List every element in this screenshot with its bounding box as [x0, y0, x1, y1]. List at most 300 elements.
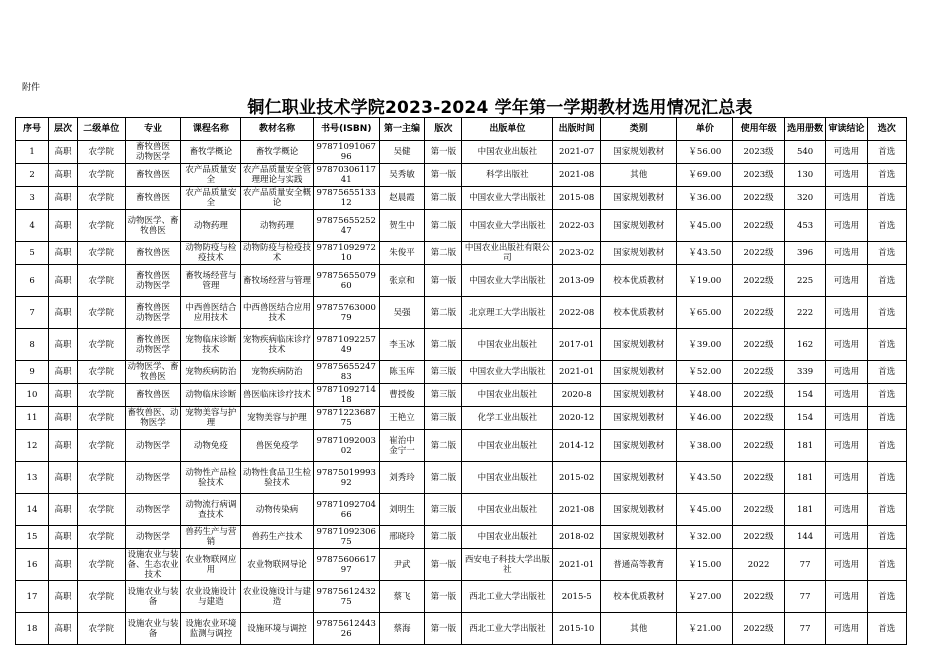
table-row	[16, 526, 907, 549]
cell-level: 高职	[49, 549, 78, 581]
cell-grade: 2022级	[733, 361, 785, 384]
cell-isbn: 9787109225749	[313, 329, 379, 361]
cell-course: 畜牧学概论	[181, 141, 241, 164]
cell-seq: 5	[16, 242, 49, 265]
cell-grade: 2022	[733, 549, 785, 581]
cell-copies: 77	[784, 581, 825, 613]
cell-seq: 2	[16, 164, 49, 187]
cell-choice: 首选	[867, 187, 906, 210]
cell-textbook: 设施环境与调控	[241, 613, 313, 645]
cell-department: 农学院	[78, 526, 126, 549]
cell-department: 农学院	[78, 384, 126, 407]
cell-course: 农产品质量安全	[181, 187, 241, 210]
cell-grade: 2022级	[733, 526, 785, 549]
cell-major: 畜牧兽医 动物医学	[125, 265, 181, 297]
cell-review: 可选用	[826, 407, 867, 430]
cell-price: ￥39.00	[677, 329, 733, 361]
cell-copies: 162	[784, 329, 825, 361]
column-header-isbn: 书号(ISBN)	[313, 118, 379, 141]
cell-publisher: 科学出版社	[462, 164, 553, 187]
cell-seq: 17	[16, 581, 49, 613]
cell-major: 动物医学	[125, 462, 181, 494]
cell-category: 国家规划教材	[600, 329, 676, 361]
cell-major: 畜牧兽医 动物医学	[125, 141, 181, 164]
cell-copies: 453	[784, 210, 825, 242]
cell-grade: 2023级	[733, 141, 785, 164]
cell-choice: 首选	[867, 462, 906, 494]
table-row	[16, 581, 907, 613]
cell-price: ￥56.00	[677, 141, 733, 164]
cell-seq: 10	[16, 384, 49, 407]
cell-textbook: 兽医免疫学	[241, 430, 313, 462]
cell-isbn: 9787561244326	[313, 613, 379, 645]
cell-copies: 339	[784, 361, 825, 384]
cell-level: 高职	[49, 210, 78, 242]
table-row	[16, 265, 907, 297]
cell-copies: 181	[784, 430, 825, 462]
cell-review: 可选用	[826, 210, 867, 242]
cell-choice: 首选	[867, 494, 906, 526]
cell-review: 可选用	[826, 297, 867, 329]
cell-seq: 6	[16, 265, 49, 297]
column-header-pub-date: 出版时间	[553, 118, 601, 141]
cell-textbook: 兽医临床诊疗技术	[241, 384, 313, 407]
cell-seq: 14	[16, 494, 49, 526]
cell-seq: 11	[16, 407, 49, 430]
cell-grade: 2022级	[733, 187, 785, 210]
cell-pub-date: 2021-07	[553, 141, 601, 164]
cell-textbook: 农业设施设计与建造	[241, 581, 313, 613]
cell-pub-date: 2021-01	[553, 549, 601, 581]
cell-category: 国家规划教材	[600, 384, 676, 407]
cell-chief-editor: 朱俊平	[379, 242, 424, 265]
cell-grade: 2022级	[733, 242, 785, 265]
cell-textbook: 宠物疾病临床诊疗技术	[241, 329, 313, 361]
cell-chief-editor: 吴强	[379, 297, 424, 329]
cell-course: 动物性产品检验技术	[181, 462, 241, 494]
cell-pub-date: 2013-09	[553, 265, 601, 297]
cell-publisher: 中国农业出版社	[462, 526, 553, 549]
cell-category: 国家规划教材	[600, 494, 676, 526]
cell-major: 设施农业与装备、生态农业技术	[125, 549, 181, 581]
cell-isbn: 9787109106796	[313, 141, 379, 164]
cell-department: 农学院	[78, 430, 126, 462]
cell-course: 农业设施设计与建造	[181, 581, 241, 613]
column-header-level: 层次	[49, 118, 78, 141]
cell-textbook: 宠物疾病防治	[241, 361, 313, 384]
cell-copies: 320	[784, 187, 825, 210]
cell-copies: 154	[784, 384, 825, 407]
column-header-publisher: 出版单位	[462, 118, 553, 141]
cell-department: 农学院	[78, 613, 126, 645]
cell-category: 国家规划教材	[600, 187, 676, 210]
cell-major: 畜牧兽医、动物医学	[125, 407, 181, 430]
cell-department: 农学院	[78, 164, 126, 187]
cell-department: 农学院	[78, 581, 126, 613]
cell-pub-date: 2020-12	[553, 407, 601, 430]
column-header-seq: 序号	[16, 118, 49, 141]
cell-choice: 首选	[867, 242, 906, 265]
column-header-textbook: 教材名称	[241, 118, 313, 141]
cell-publisher: 西北工业大学出版社	[462, 581, 553, 613]
cell-department: 农学院	[78, 329, 126, 361]
cell-choice: 首选	[867, 210, 906, 242]
cell-course: 宠物临床诊断技术	[181, 329, 241, 361]
cell-copies: 144	[784, 526, 825, 549]
table-row	[16, 407, 907, 430]
cell-level: 高职	[49, 526, 78, 549]
table-row	[16, 613, 907, 645]
table-row	[16, 329, 907, 361]
table-row	[16, 549, 907, 581]
cell-department: 农学院	[78, 141, 126, 164]
cell-category: 校本优质教材	[600, 297, 676, 329]
cell-pub-date: 2022-08	[553, 297, 601, 329]
cell-seq: 9	[16, 361, 49, 384]
cell-level: 高职	[49, 297, 78, 329]
cell-seq: 15	[16, 526, 49, 549]
cell-copies: 181	[784, 494, 825, 526]
cell-chief-editor: 吴健	[379, 141, 424, 164]
column-header-course: 课程名称	[181, 118, 241, 141]
cell-review: 可选用	[826, 187, 867, 210]
cell-level: 高职	[49, 462, 78, 494]
cell-edition: 第二版	[425, 210, 462, 242]
column-header-grade: 使用年级	[733, 118, 785, 141]
cell-textbook: 动物防疫与检疫技术	[241, 242, 313, 265]
cell-major: 畜牧兽医	[125, 164, 181, 187]
cell-pub-date: 2014-12	[553, 430, 601, 462]
cell-isbn: 9787565507960	[313, 265, 379, 297]
cell-isbn: 9787565524783	[313, 361, 379, 384]
cell-textbook: 兽药生产技术	[241, 526, 313, 549]
cell-level: 高职	[49, 329, 78, 361]
cell-grade: 2022级	[733, 462, 785, 494]
column-header-price: 单价	[677, 118, 733, 141]
cell-price: ￥45.00	[677, 494, 733, 526]
cell-publisher: 化学工业出版社	[462, 407, 553, 430]
cell-publisher: 中国农业出版社有限公司	[462, 242, 553, 265]
cell-publisher: 中国农业出版社	[462, 462, 553, 494]
cell-isbn: 9787109200302	[313, 430, 379, 462]
cell-review: 可选用	[826, 549, 867, 581]
cell-review: 可选用	[826, 526, 867, 549]
cell-category: 国家规划教材	[600, 141, 676, 164]
cell-edition: 第一版	[425, 581, 462, 613]
cell-isbn: 9787561243275	[313, 581, 379, 613]
cell-edition: 第二版	[425, 526, 462, 549]
cell-course: 动物防疫与检疫技术	[181, 242, 241, 265]
cell-major: 动物医学	[125, 526, 181, 549]
cell-department: 农学院	[78, 361, 126, 384]
cell-review: 可选用	[826, 494, 867, 526]
cell-grade: 2022级	[733, 265, 785, 297]
cell-publisher: 中国农业出版社	[462, 141, 553, 164]
cell-seq: 13	[16, 462, 49, 494]
cell-copies: 77	[784, 549, 825, 581]
cell-textbook: 动物性食品卫生检验技术	[241, 462, 313, 494]
cell-choice: 首选	[867, 613, 906, 645]
cell-course: 宠物美容与护理	[181, 407, 241, 430]
cell-course: 畜牧场经营与管理	[181, 265, 241, 297]
cell-review: 可选用	[826, 430, 867, 462]
cell-major: 动物医学	[125, 430, 181, 462]
cell-publisher: 中国农业出版社	[462, 430, 553, 462]
cell-chief-editor: 刘秀玲	[379, 462, 424, 494]
cell-price: ￥69.00	[677, 164, 733, 187]
cell-course: 宠物疾病防治	[181, 361, 241, 384]
cell-major: 动物医学、畜牧兽医	[125, 210, 181, 242]
table-row	[16, 164, 907, 187]
cell-department: 农学院	[78, 494, 126, 526]
cell-edition: 第三版	[425, 384, 462, 407]
cell-copies: 77	[784, 613, 825, 645]
cell-level: 高职	[49, 187, 78, 210]
column-header-choice: 选次	[867, 118, 906, 141]
cell-choice: 首选	[867, 265, 906, 297]
cell-copies: 154	[784, 407, 825, 430]
cell-pub-date: 2021-01	[553, 361, 601, 384]
cell-department: 农学院	[78, 407, 126, 430]
cell-choice: 首选	[867, 297, 906, 329]
cell-level: 高职	[49, 265, 78, 297]
cell-price: ￥48.00	[677, 384, 733, 407]
cell-edition: 第二版	[425, 462, 462, 494]
cell-textbook: 农业物联网导论	[241, 549, 313, 581]
cell-choice: 首选	[867, 407, 906, 430]
cell-major: 动物医学、畜牧兽医	[125, 361, 181, 384]
cell-grade: 2022级	[733, 297, 785, 329]
textbook-table	[15, 117, 907, 645]
cell-department: 农学院	[78, 187, 126, 210]
cell-edition: 第三版	[425, 407, 462, 430]
cell-price: ￥43.50	[677, 242, 733, 265]
cell-chief-editor: 曹授俊	[379, 384, 424, 407]
cell-publisher: 中国农业大学出版社	[462, 210, 553, 242]
cell-isbn: 9787109271418	[313, 384, 379, 407]
cell-pub-date: 2021-08	[553, 494, 601, 526]
cell-category: 校本优质教材	[600, 581, 676, 613]
cell-review: 可选用	[826, 384, 867, 407]
cell-publisher: 中国农业大学出版社	[462, 187, 553, 210]
cell-review: 可选用	[826, 462, 867, 494]
cell-isbn: 9787122368775	[313, 407, 379, 430]
cell-edition: 第三版	[425, 361, 462, 384]
cell-level: 高职	[49, 430, 78, 462]
cell-price: ￥15.00	[677, 549, 733, 581]
cell-edition: 第二版	[425, 297, 462, 329]
cell-edition: 第一版	[425, 265, 462, 297]
cell-edition: 第二版	[425, 329, 462, 361]
cell-price: ￥65.00	[677, 297, 733, 329]
cell-edition: 第二版	[425, 430, 462, 462]
cell-grade: 2023级	[733, 164, 785, 187]
table-row	[16, 210, 907, 242]
cell-copies: 181	[784, 462, 825, 494]
cell-level: 高职	[49, 494, 78, 526]
cell-publisher: 中国农业大学出版社	[462, 265, 553, 297]
cell-level: 高职	[49, 164, 78, 187]
table-row	[16, 430, 907, 462]
cell-publisher: 西安电子科技大学出版社	[462, 549, 553, 581]
cell-publisher: 北京理工大学出版社	[462, 297, 553, 329]
cell-chief-editor: 李玉冰	[379, 329, 424, 361]
cell-major: 畜牧兽医	[125, 384, 181, 407]
cell-chief-editor: 贺生中	[379, 210, 424, 242]
cell-seq: 18	[16, 613, 49, 645]
cell-course: 动物临床诊断	[181, 384, 241, 407]
cell-chief-editor: 崔治中 金宁一	[379, 430, 424, 462]
column-header-review: 审读结论	[826, 118, 867, 141]
cell-review: 可选用	[826, 613, 867, 645]
cell-level: 高职	[49, 581, 78, 613]
cell-price: ￥45.00	[677, 210, 733, 242]
cell-seq: 12	[16, 430, 49, 462]
cell-course: 设施农业环境监测与调控	[181, 613, 241, 645]
cell-pub-date: 2022-03	[553, 210, 601, 242]
cell-edition: 第一版	[425, 164, 462, 187]
column-header-edition: 版次	[425, 118, 462, 141]
cell-seq: 8	[16, 329, 49, 361]
cell-grade: 2022级	[733, 329, 785, 361]
cell-level: 高职	[49, 242, 78, 265]
cell-course: 动物流行病调查技术	[181, 494, 241, 526]
cell-price: ￥21.00	[677, 613, 733, 645]
column-header-major: 专业	[125, 118, 181, 141]
cell-department: 农学院	[78, 462, 126, 494]
column-header-copies: 选用册数	[784, 118, 825, 141]
cell-grade: 2022级	[733, 613, 785, 645]
cell-publisher: 西北工业大学出版社	[462, 613, 553, 645]
cell-category: 国家规划教材	[600, 361, 676, 384]
cell-chief-editor: 张京和	[379, 265, 424, 297]
cell-copies: 222	[784, 297, 825, 329]
cell-price: ￥36.00	[677, 187, 733, 210]
cell-isbn: 9787109270466	[313, 494, 379, 526]
column-header-department: 二级单位	[78, 118, 126, 141]
table-row	[16, 297, 907, 329]
cell-price: ￥19.00	[677, 265, 733, 297]
cell-major: 畜牧兽医 动物医学	[125, 329, 181, 361]
cell-seq: 3	[16, 187, 49, 210]
cell-pub-date: 2017-01	[553, 329, 601, 361]
cell-category: 其他	[600, 613, 676, 645]
attachment-label: 附件	[22, 83, 41, 93]
cell-department: 农学院	[78, 210, 126, 242]
cell-review: 可选用	[826, 141, 867, 164]
cell-choice: 首选	[867, 430, 906, 462]
cell-price: ￥52.00	[677, 361, 733, 384]
cell-choice: 首选	[867, 581, 906, 613]
cell-pub-date: 2020-8	[553, 384, 601, 407]
cell-major: 设施农业与装备	[125, 613, 181, 645]
table-row	[16, 384, 907, 407]
cell-edition: 第一版	[425, 549, 462, 581]
cell-major: 畜牧兽医	[125, 187, 181, 210]
cell-review: 可选用	[826, 329, 867, 361]
cell-choice: 首选	[867, 164, 906, 187]
cell-department: 农学院	[78, 549, 126, 581]
cell-pub-date: 2015-02	[553, 462, 601, 494]
page-title: 铜仁职业技术学院2023-2024 学年第一学期教材选用情况汇总表	[247, 98, 753, 118]
cell-category: 国家规划教材	[600, 407, 676, 430]
cell-chief-editor: 陈玉库	[379, 361, 424, 384]
cell-isbn: 9787501999392	[313, 462, 379, 494]
cell-major: 动物医学	[125, 494, 181, 526]
cell-publisher: 中国农业出版社	[462, 329, 553, 361]
cell-chief-editor: 邢晓玲	[379, 526, 424, 549]
cell-pub-date: 2023-02	[553, 242, 601, 265]
cell-edition: 第二版	[425, 187, 462, 210]
cell-review: 可选用	[826, 361, 867, 384]
cell-chief-editor: 赵晨霞	[379, 187, 424, 210]
cell-department: 农学院	[78, 242, 126, 265]
cell-category: 其他	[600, 164, 676, 187]
table-row	[16, 494, 907, 526]
cell-edition: 第一版	[425, 613, 462, 645]
cell-level: 高职	[49, 407, 78, 430]
cell-course: 中西兽医结合应用技术	[181, 297, 241, 329]
cell-category: 国家规划教材	[600, 430, 676, 462]
cell-major: 畜牧兽医	[125, 242, 181, 265]
cell-major: 设施农业与装备	[125, 581, 181, 613]
cell-isbn: 9787030611741	[313, 164, 379, 187]
cell-seq: 16	[16, 549, 49, 581]
cell-isbn: 9787576300079	[313, 297, 379, 329]
cell-price: ￥43.50	[677, 462, 733, 494]
cell-textbook: 农产品质量安全管理理论与实践	[241, 164, 313, 187]
cell-textbook: 动物传染病	[241, 494, 313, 526]
cell-textbook: 畜牧场经营与管理	[241, 265, 313, 297]
cell-category: 国家规划教材	[600, 526, 676, 549]
cell-isbn: 9787565525247	[313, 210, 379, 242]
cell-chief-editor: 王艳立	[379, 407, 424, 430]
cell-publisher: 中国农业大学出版社	[462, 361, 553, 384]
cell-seq: 1	[16, 141, 49, 164]
cell-level: 高职	[49, 613, 78, 645]
cell-grade: 2022级	[733, 581, 785, 613]
cell-grade: 2022级	[733, 430, 785, 462]
cell-category: 国家规划教材	[600, 210, 676, 242]
cell-copies: 396	[784, 242, 825, 265]
table-row	[16, 187, 907, 210]
cell-chief-editor: 吴秀敏	[379, 164, 424, 187]
cell-isbn: 9787109230675	[313, 526, 379, 549]
cell-publisher: 中国农业出版社	[462, 384, 553, 407]
cell-isbn: 9787109297210	[313, 242, 379, 265]
cell-course: 动物药理	[181, 210, 241, 242]
column-header-category: 类别	[600, 118, 676, 141]
cell-seq: 4	[16, 210, 49, 242]
cell-publisher: 中国农业出版社	[462, 494, 553, 526]
cell-level: 高职	[49, 361, 78, 384]
cell-department: 农学院	[78, 297, 126, 329]
cell-price: ￥38.00	[677, 430, 733, 462]
table-row	[16, 361, 907, 384]
cell-textbook: 畜牧学概论	[241, 141, 313, 164]
cell-edition: 第三版	[425, 494, 462, 526]
cell-price: ￥32.00	[677, 526, 733, 549]
cell-seq: 7	[16, 297, 49, 329]
cell-grade: 2022级	[733, 210, 785, 242]
cell-copies: 130	[784, 164, 825, 187]
cell-chief-editor: 刘明生	[379, 494, 424, 526]
cell-category: 校本优质教材	[600, 265, 676, 297]
cell-copies: 540	[784, 141, 825, 164]
cell-major: 畜牧兽医 动物医学	[125, 297, 181, 329]
cell-category: 国家规划教材	[600, 242, 676, 265]
cell-textbook: 动物药理	[241, 210, 313, 242]
